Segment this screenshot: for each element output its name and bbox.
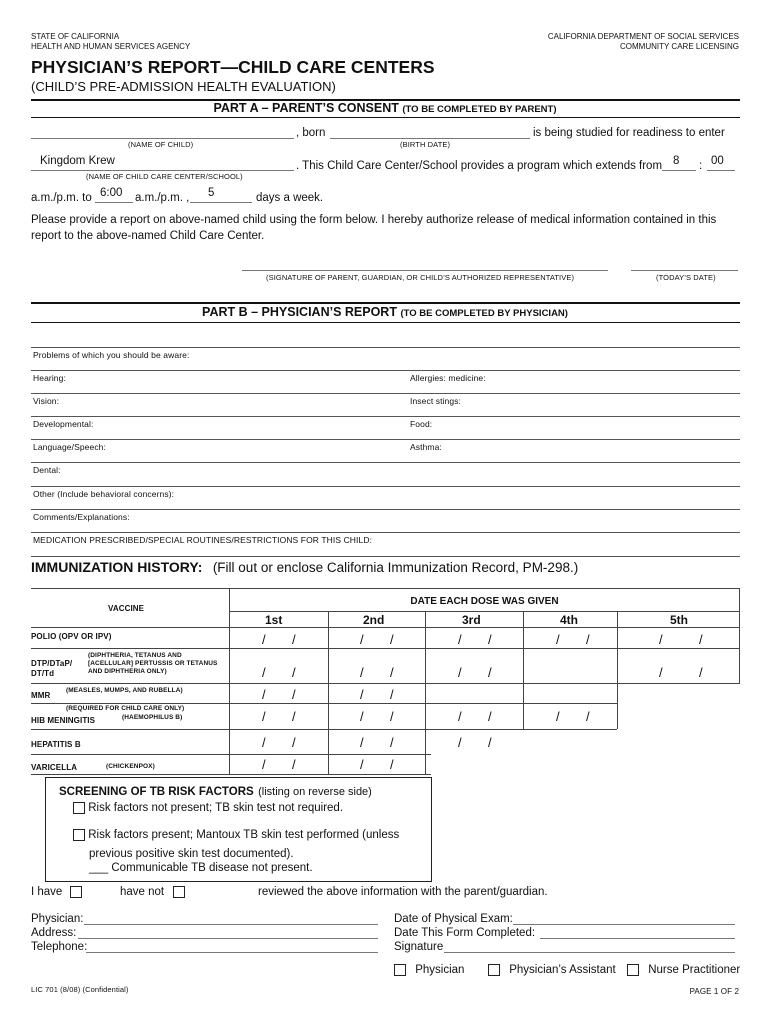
date-slash: /: [292, 632, 296, 647]
born-label: , born: [296, 127, 326, 139]
dtp-label: [31, 659, 72, 679]
dtp-note: [88, 652, 217, 676]
have-not-option[interactable]: [120, 886, 185, 898]
physician-field[interactable]: [84, 924, 378, 925]
vaccine-header: VACCINE: [108, 604, 145, 613]
from-hour-value: 8: [673, 155, 680, 167]
role-np-label: Nurse Practitioner: [648, 964, 741, 977]
from-min-value: 00: [711, 155, 724, 167]
form-date-label: Date This Form Completed:: [394, 927, 536, 939]
allergies-label[interactable]: Allergies: medicine:: [410, 373, 486, 383]
date-slash: /: [292, 687, 296, 702]
tb-option-2-cont: previous positive skin test documented).: [89, 848, 294, 860]
center-name-label: (NAME OF CHILD CARE CENTER/SCHOOL): [86, 172, 243, 181]
time-colon: :: [699, 160, 703, 172]
days-field[interactable]: [190, 202, 252, 203]
role-np-option[interactable]: [627, 964, 740, 976]
physician-label: Physician:: [31, 913, 84, 925]
signature-label: (SIGNATURE OF PARENT, GUARDIAN, OR CHILD’S AUTHORIZED REPRESENTATIVE): [266, 273, 575, 282]
date-slash: /: [488, 735, 492, 750]
part-b-note: (TO BE COMPLETED BY PHYSICIAN): [400, 308, 568, 319]
days-label: days a week.: [256, 192, 324, 204]
asthma-label[interactable]: Asthma:: [410, 442, 442, 452]
dose-1st: 1st: [265, 613, 283, 627]
immunization-note: (Fill out or enclose California Immunization Record, PM-298.): [212, 560, 579, 575]
i-have-label: I have: [31, 886, 63, 899]
hib-note-required: (REQUIRED FOR CHILD CARE ONLY): [66, 705, 185, 712]
comments-label[interactable]: Comments/Explanations:: [33, 512, 130, 522]
polio-label: POLIO (OPV OR IPV): [31, 632, 112, 641]
dtp-note-line1: (DIPHTHERIA, TETANUS AND: [88, 652, 182, 659]
date-slash: /: [586, 632, 590, 647]
date-slash: /: [292, 709, 296, 724]
review-text: reviewed the above information with the parent/guardian.: [258, 886, 548, 898]
date-slash: /: [262, 665, 266, 680]
consent-text: Please provide a report on above-named child using the form below. I hereby authorize release of medical information contained in this report to the above-named Child Care Center.: [31, 214, 717, 242]
date-slash: /: [458, 665, 462, 680]
dental-label[interactable]: Dental:: [33, 465, 61, 475]
i-have-option[interactable]: [31, 886, 82, 898]
developmental-label[interactable]: Developmental:: [33, 419, 94, 429]
department-label: CALIFORNIA DEPARTMENT OF SOCIAL SERVICES: [547, 32, 739, 41]
from-hour-field[interactable]: [662, 170, 696, 171]
dtp-note-line3: AND DIPHTHERIA ONLY): [88, 668, 167, 675]
tb-note: (listing on reverse side): [258, 786, 372, 798]
date-slash: /: [458, 735, 462, 750]
tb-option-present[interactable]: [73, 829, 399, 841]
part-a-heading: [0, 101, 770, 115]
varicella-label: VARICELLA: [31, 763, 78, 772]
role-pa-checkbox[interactable]: [488, 964, 500, 976]
child-name-field[interactable]: [31, 138, 294, 139]
date-slash: /: [262, 757, 266, 772]
medication-label[interactable]: MEDICATION PRESCRIBED/SPECIAL ROUTINES/RESTRICTIONS FOR THIS CHILD:: [33, 535, 373, 545]
division-label: COMMUNITY CARE LICENSING: [620, 42, 739, 51]
part-a-title: PART A – PARENT’S CONSENT: [213, 101, 399, 115]
food-label[interactable]: Food:: [410, 419, 433, 429]
immunization-title: IMMUNIZATION HISTORY:: [31, 559, 203, 575]
problems-label: Problems of which you should be aware:: [33, 350, 190, 360]
other-label[interactable]: Other (Include behavioral concerns):: [33, 489, 175, 499]
date-slash: /: [262, 709, 266, 724]
date-slash: /: [390, 632, 394, 647]
agency-label: HEALTH AND HUMAN SERVICES AGENCY: [31, 42, 191, 51]
hib-note: (HAEMOPHILUS B): [122, 714, 183, 721]
date-slash: /: [699, 632, 703, 647]
telephone-label: Telephone:: [31, 941, 88, 953]
state-label: STATE OF CALIFORNIA: [31, 32, 120, 41]
form-id: LIC 701 (8/08) (Confidential): [31, 985, 129, 994]
date-slash: /: [360, 709, 364, 724]
date-slash: /: [659, 665, 663, 680]
page-subtitle: (CHILD’S PRE-ADMISSION HEALTH EVALUATION): [31, 79, 336, 94]
agency-header: [31, 32, 190, 52]
date-slash: /: [390, 687, 394, 702]
hearing-label[interactable]: Hearing:: [33, 373, 66, 383]
date-slash: /: [488, 632, 492, 647]
dose-2nd: 2nd: [363, 613, 385, 627]
date-header: DATE EACH DOSE WAS GIVEN: [410, 596, 559, 607]
date-slash: /: [556, 632, 560, 647]
date-slash: /: [659, 632, 663, 647]
date-slash: /: [262, 735, 266, 750]
parent-signature-field[interactable]: [242, 270, 608, 271]
date-slash: /: [292, 735, 296, 750]
date-slash: /: [586, 709, 590, 724]
form-date-field[interactable]: [540, 938, 735, 939]
dtp-label-line2: DT/Td: [31, 669, 55, 678]
address-field[interactable]: [78, 938, 378, 939]
role-physician-option[interactable]: [394, 964, 464, 976]
telephone-field[interactable]: [86, 952, 378, 953]
physician-signature-field[interactable]: [444, 952, 735, 953]
date-slash: /: [360, 757, 364, 772]
date-slash: /: [360, 665, 364, 680]
from-min-field[interactable]: [707, 170, 735, 171]
date-slash: /: [488, 709, 492, 724]
dose-3rd: 3rd: [462, 613, 481, 627]
date-slash: /: [262, 632, 266, 647]
hib-label: HIB MENINGITIS: [31, 716, 96, 725]
page-number: PAGE 1 OF 2: [689, 987, 739, 996]
date-slash: /: [390, 757, 394, 772]
tb-option-not-present[interactable]: [73, 802, 343, 814]
date-slash: /: [458, 632, 462, 647]
tb-title: SCREENING OF TB RISK FACTORS: [59, 786, 254, 798]
mmr-note: (MEASLES, MUMPS, AND RUBELLA): [66, 687, 183, 694]
today-date-field[interactable]: [631, 270, 738, 271]
date-slash: /: [262, 687, 266, 702]
tb-not-present-checkbox[interactable]: [73, 802, 85, 814]
part-b-title: PART B – PHYSICIAN’S REPORT: [202, 305, 397, 319]
date-slash: /: [488, 665, 492, 680]
date-slash: /: [699, 665, 703, 680]
date-slash: /: [458, 709, 462, 724]
tb-communicable-label[interactable]: ___ Communicable TB disease not present.: [89, 862, 313, 874]
tb-option-1-label: Risk factors not present; TB skin test not required.: [88, 802, 344, 815]
page-title: PHYSICIAN’S REPORT—CHILD CARE CENTERS: [31, 57, 435, 77]
ampm-to-label: a.m./p.m. to: [31, 192, 92, 204]
have-not-label: have not: [120, 886, 165, 899]
role-pa-option[interactable]: [488, 964, 616, 976]
child-name-label: (NAME OF CHILD): [128, 140, 194, 149]
date-slash: /: [292, 665, 296, 680]
language-label[interactable]: Language/Speech:: [33, 442, 106, 452]
tb-option-2-label: Risk factors present; Mantoux TB skin test performed (unless: [88, 829, 400, 842]
date-slash: /: [390, 709, 394, 724]
role-np-checkbox[interactable]: [627, 964, 639, 976]
days-value: 5: [208, 187, 215, 199]
address-label: Address:: [31, 927, 77, 939]
part-b-heading: [0, 305, 770, 319]
studied-label: is being studied for readiness to enter: [533, 127, 725, 139]
hepb-label: HEPATITIS B: [31, 740, 81, 749]
birth-date-label: (BIRTH DATE): [400, 140, 451, 149]
date-slash: /: [292, 757, 296, 772]
signature-label-physician: Signature: [394, 941, 444, 953]
immunization-heading: [31, 559, 578, 577]
role-physician-checkbox[interactable]: [394, 964, 406, 976]
tb-heading: [59, 782, 372, 800]
date-slash: /: [360, 687, 364, 702]
date-slash: /: [390, 735, 394, 750]
date-slash: /: [556, 709, 560, 724]
ampm-label: a.m./p.m. ,: [135, 192, 190, 204]
to-time-field[interactable]: [95, 202, 133, 203]
mmr-label: MMR: [31, 691, 51, 700]
dtp-label-line1: DTP/DTaP/: [31, 659, 73, 668]
today-date-label: (TODAY’S DATE): [656, 273, 716, 282]
date-slash: /: [360, 632, 364, 647]
birth-date-field[interactable]: [330, 138, 530, 139]
dose-5th: 5th: [670, 613, 688, 627]
exam-date-field[interactable]: [513, 924, 735, 925]
date-slash: /: [360, 735, 364, 750]
dtp-note-line2: [ACELLULAR] PERTUSSIS OR TETANUS: [88, 660, 218, 667]
tb-present-checkbox[interactable]: [73, 829, 85, 841]
department-header: [548, 32, 739, 52]
role-pa-label: Physician’s Assistant: [509, 964, 616, 977]
dose-4th: 4th: [560, 613, 578, 627]
part-a-note: (TO BE COMPLETED BY PARENT): [402, 104, 557, 115]
have-not-checkbox[interactable]: [173, 886, 185, 898]
program-text: . This Child Care Center/School provides a program which extends from: [296, 160, 663, 172]
i-have-checkbox[interactable]: [70, 886, 82, 898]
to-time-value: 6:00: [100, 187, 123, 199]
insect-label[interactable]: Insect stings:: [410, 396, 462, 406]
date-slash: /: [390, 665, 394, 680]
center-name-field[interactable]: [31, 170, 294, 171]
varicella-note: (CHICKENPOX): [106, 763, 155, 770]
role-physician-label: Physician: [415, 964, 465, 977]
exam-date-label: Date of Physical Exam:: [394, 913, 513, 925]
vision-label[interactable]: Vision:: [33, 396, 60, 406]
center-name-value: Kingdom Krew: [40, 155, 115, 167]
